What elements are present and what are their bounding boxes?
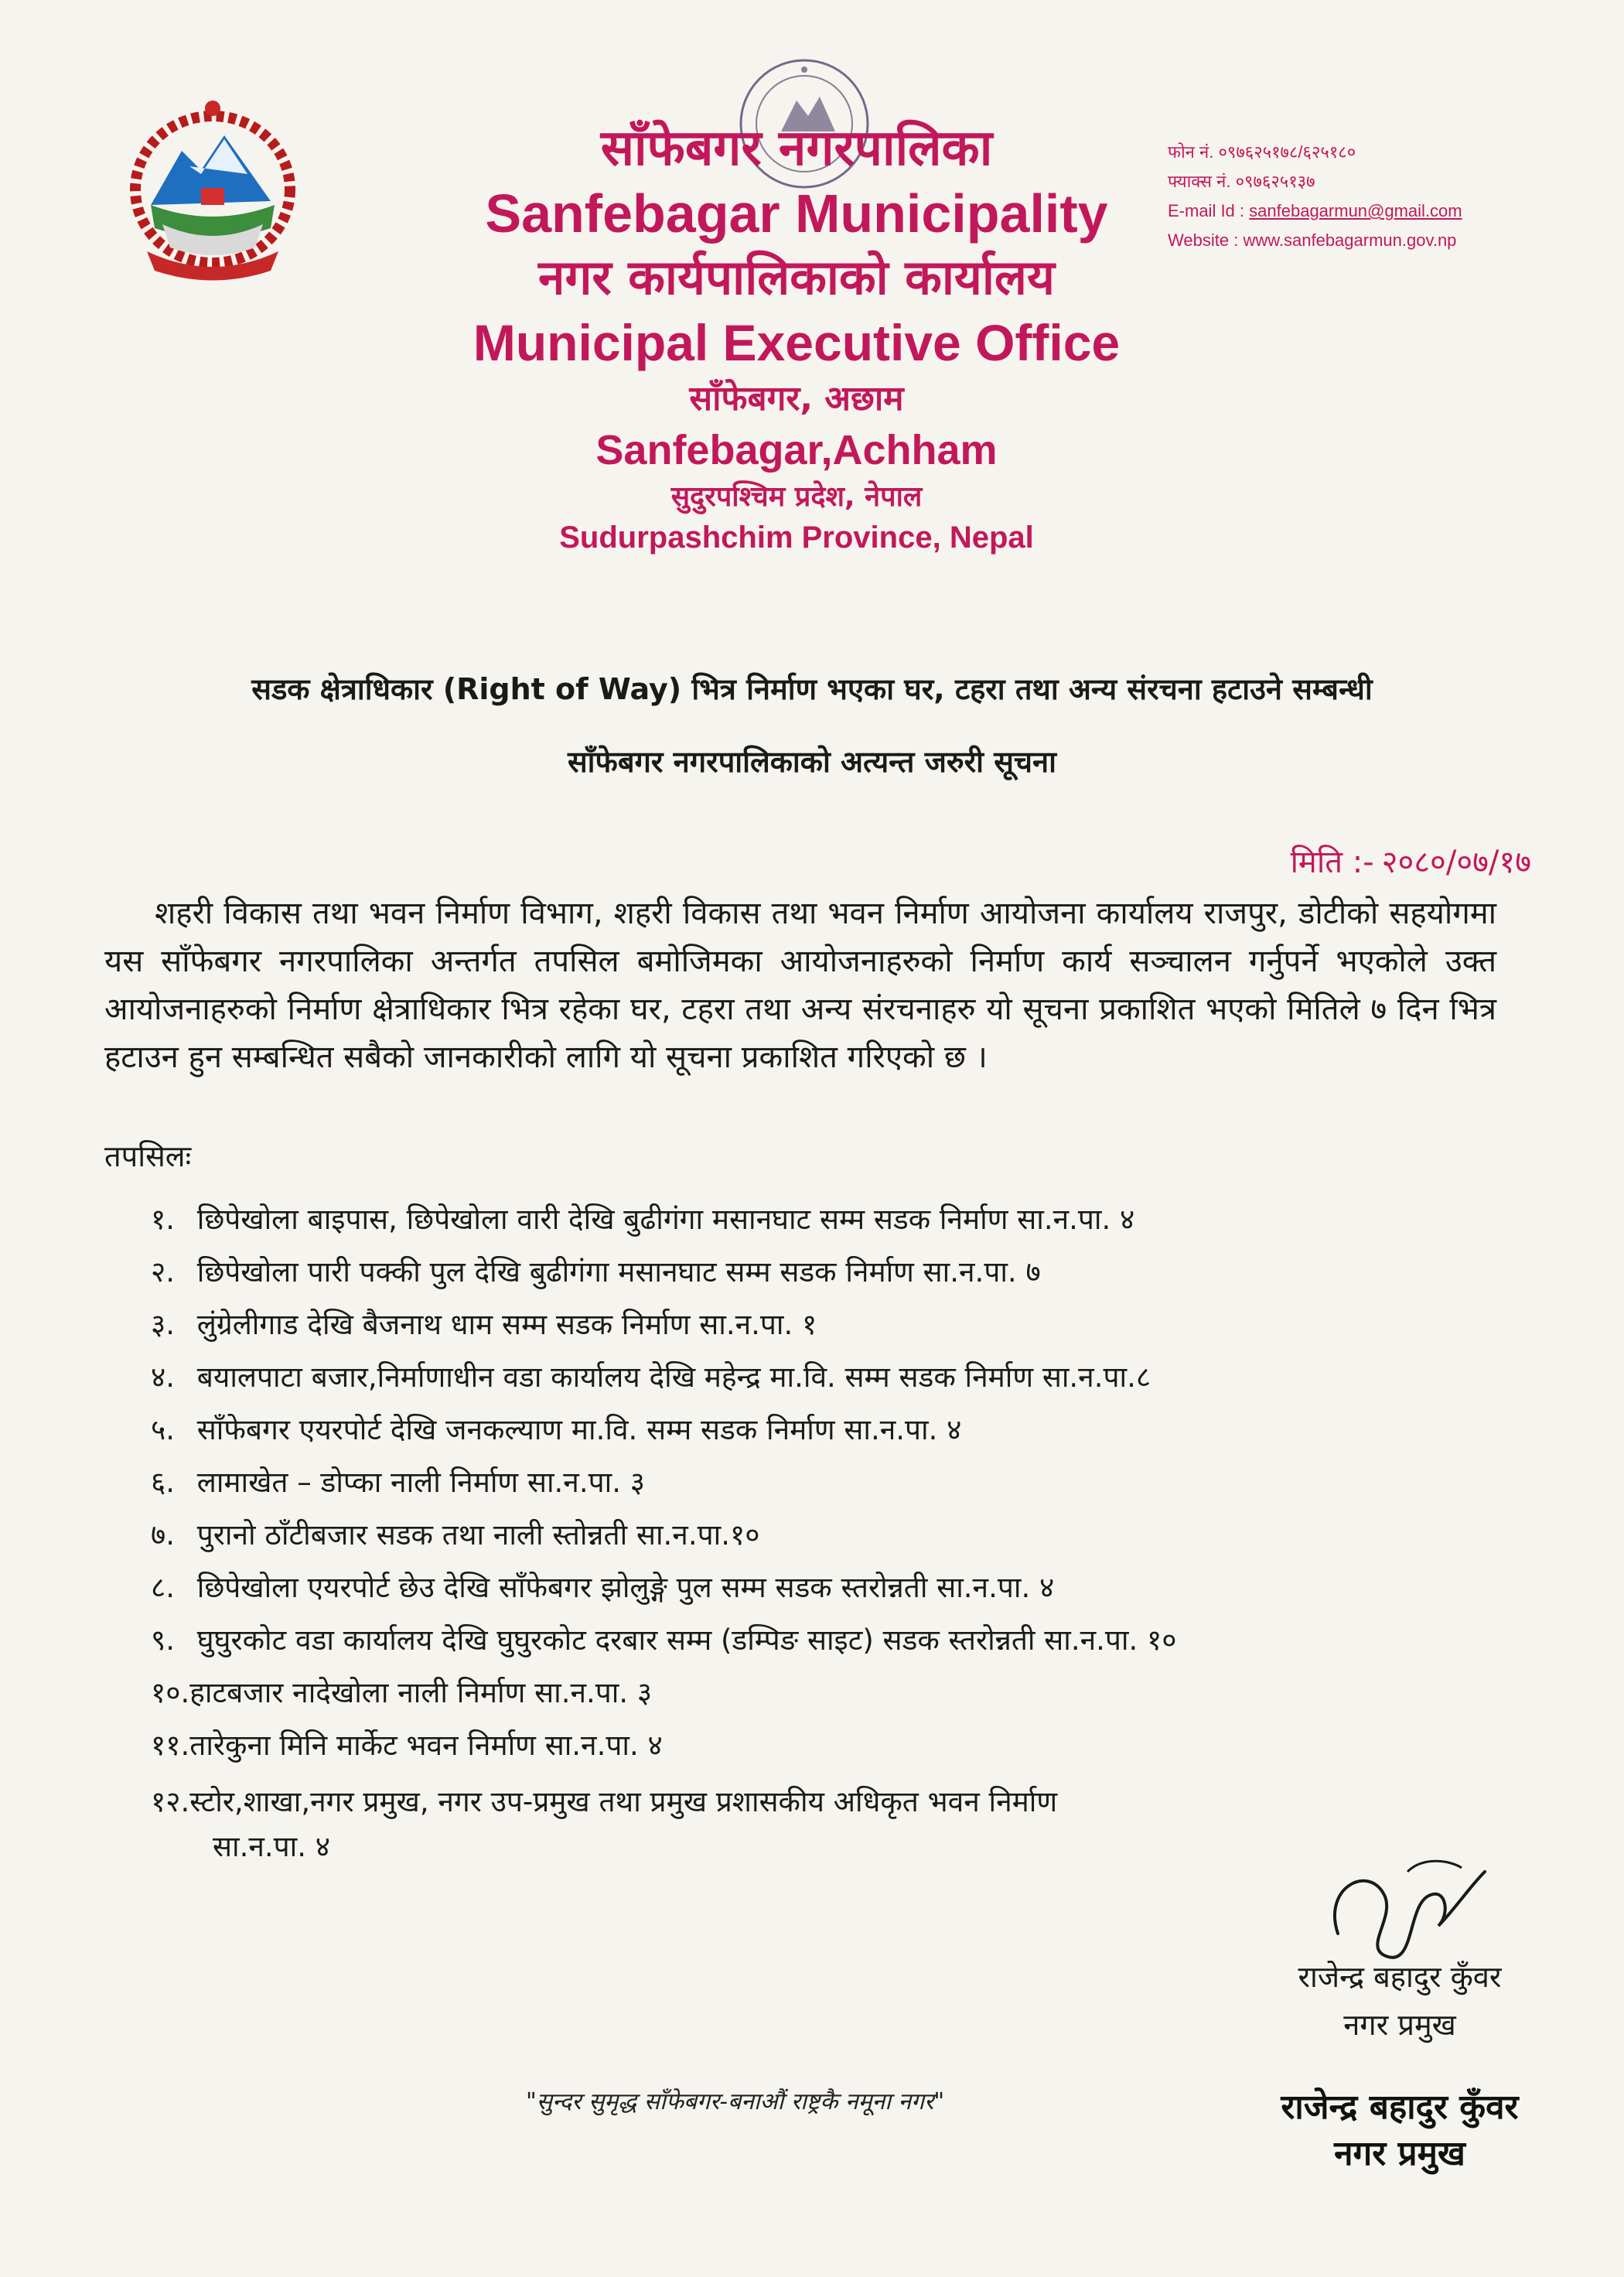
list-item: १०.हाटबजार नादेखोला नाली निर्माण सा.न.पा. ३	[151, 1676, 653, 1709]
office-name-en: Municipal Executive Office	[473, 314, 1121, 371]
website-line	[1168, 226, 1601, 255]
notice-title-line1: सडक क्षेत्राधिकार (Right of Way) भित्र निर्माण भएका घर, टहरा तथा अन्य संरचना हटाउने सम्बन्धी	[251, 672, 1373, 706]
list-item: १. छिपेखोला बाइपास, छिपेखोला वारी देखि बुढीगंगा मसानघाट सम्म सडक निर्माण सा.न.पा. ४	[151, 1203, 1135, 1236]
contact-info	[1168, 138, 1601, 255]
slogan: "सुन्दर सुमृद्ध साँफेबगर-बनाऔं राष्ट्रकै नमूना नगर"	[526, 2088, 945, 2115]
notice-date	[1283, 839, 1531, 882]
signer-name: राजेन्द्र बहादुर कुँवर	[1298, 1960, 1502, 1994]
website-label: Website :	[1168, 230, 1239, 250]
list-item: २. छिपेखोला पारी पक्की पुल देखि बुढीगंगा मसानघाट सम्म सडक निर्माण सा.न.पा. ७	[151, 1255, 1041, 1289]
place-ne: साँफेबगर, अछाम	[689, 379, 904, 418]
email-label: E-mail Id :	[1168, 201, 1245, 220]
stamp-post: नगर प्रमुख	[1334, 2134, 1465, 2173]
tapasil-label: तपसिलः	[104, 1139, 192, 1173]
list-item: ५. साँफेबगर एयरपोर्ट देखि जनकल्याण मा.वि. सम्म सडक निर्माण सा.न.पा. ४	[151, 1413, 962, 1446]
list-item: ३. लुंग्रेलीगाड देखि बैजनाथ धाम सम्म सडक निर्माण सा.न.पा. १	[151, 1308, 817, 1341]
signer-block	[1237, 1953, 1562, 2049]
fax-value: ०९७६२५१३७	[1235, 172, 1315, 191]
project-list	[151, 1193, 1512, 1869]
notice-title-line2: साँफेबगर नगरपालिकाको अत्यन्त जरुरी सूचना	[567, 745, 1056, 779]
phone-label: फोन नं.	[1168, 142, 1214, 162]
signer-post: नगर प्रमुख	[1343, 2008, 1456, 2042]
place-en: Sanfebagar,Achham	[595, 427, 998, 473]
list-item: ११.तारेकुना मिनि मार्केट भवन निर्माण सा.न.पा. ४	[151, 1729, 663, 1762]
phone-value: ०९७६२५१७८/६२५१८०	[1218, 142, 1356, 162]
municipality-name-ne: साँफेबगर नगरपालिका	[600, 120, 993, 177]
list-item: ९. घुघुरकोट वडा कार्यालय देखि घुघुरकोट दरबार सम्म (डम्पिङ साइट) सडक स्तरोन्नती सा.न.पा. १०	[151, 1623, 1177, 1657]
list-item: १२.स्टोर,शाखा,नगर प्रमुख, नगर उप-प्रमुख तथा प्रमुख प्रशासकीय अधिकृत भवन निर्माण सा.न.पा. ४	[151, 1785, 1058, 1863]
list-item: ४. बयालपाटा बजार,निर्माणाधीन वडा कार्यालय देखि महेन्द्र मा.वि. सम्म सडक निर्माण सा.न.पा.८	[151, 1360, 1151, 1394]
notice-title	[77, 667, 1547, 784]
phone-line	[1168, 138, 1601, 167]
website-link[interactable]: www.sanfebagarmun.gov.np	[1243, 230, 1457, 250]
list-item: ७. पुरानो ठाँटीबजार सडक तथा नाली स्तोन्नती सा.न.पा.१०	[151, 1518, 760, 1552]
date-label: मिति :-	[1290, 845, 1374, 880]
list-item: ६. लामाखेत – डोप्का नाली निर्माण सा.न.पा. ३	[151, 1466, 645, 1499]
fax-label: फ्याक्स नं.	[1168, 172, 1231, 191]
stamp-name: राजेन्द्र बहादुर कुँवर	[1281, 2088, 1519, 2127]
province-en: Sudurpashchim Province, Nepal	[559, 521, 1034, 555]
email-link[interactable]: sanfebagarmun@gmail.com	[1249, 201, 1462, 220]
province-ne: सुदुरपश्चिम प्रदेश, नेपाल	[670, 481, 923, 513]
name-stamp	[1214, 2084, 1585, 2177]
list-item: ८. छिपेखोला एयरपोर्ट छेउ देखि साँफेबगर झोलुङ्गे पुल सम्म सडक स्तरोन्नती सा.न.पा. ४	[151, 1571, 1055, 1604]
office-name-ne: नगर कार्यपालिकाको कार्यालय	[538, 249, 1055, 306]
notice-body: शहरी विकास तथा भवन निर्माण विभाग, शहरी विकास तथा भवन निर्माण आयोजना कार्यालय राजपुर, डोटीको सहयोगमा यस साँफेबगर नगरपालिका अन्तर्गत तपसिल बमोजिमका आयोजनाहरुको निर्माण कार्य सञ्चालन गर्नुपर्ने भएकोले उक्त आयोजनाहरुको निर्माण क्षेत्राधिकार भित्र रहेका घर, टहरा तथा अन्य संरचनाहरु यो सूचना प्रकाशित भएको मितिले ७ दिन भित्र हटाउन हुन सम्बन्धित सबैको जानकारीको लागि यो सूचना प्रकाशित गरिएको छ ।	[104, 896, 1496, 1075]
email-line	[1168, 196, 1601, 226]
date-value: २०८०/०७/१७	[1381, 845, 1531, 880]
municipality-name-en: Sanfebagar Municipality	[485, 183, 1108, 244]
fax-line	[1168, 167, 1601, 196]
